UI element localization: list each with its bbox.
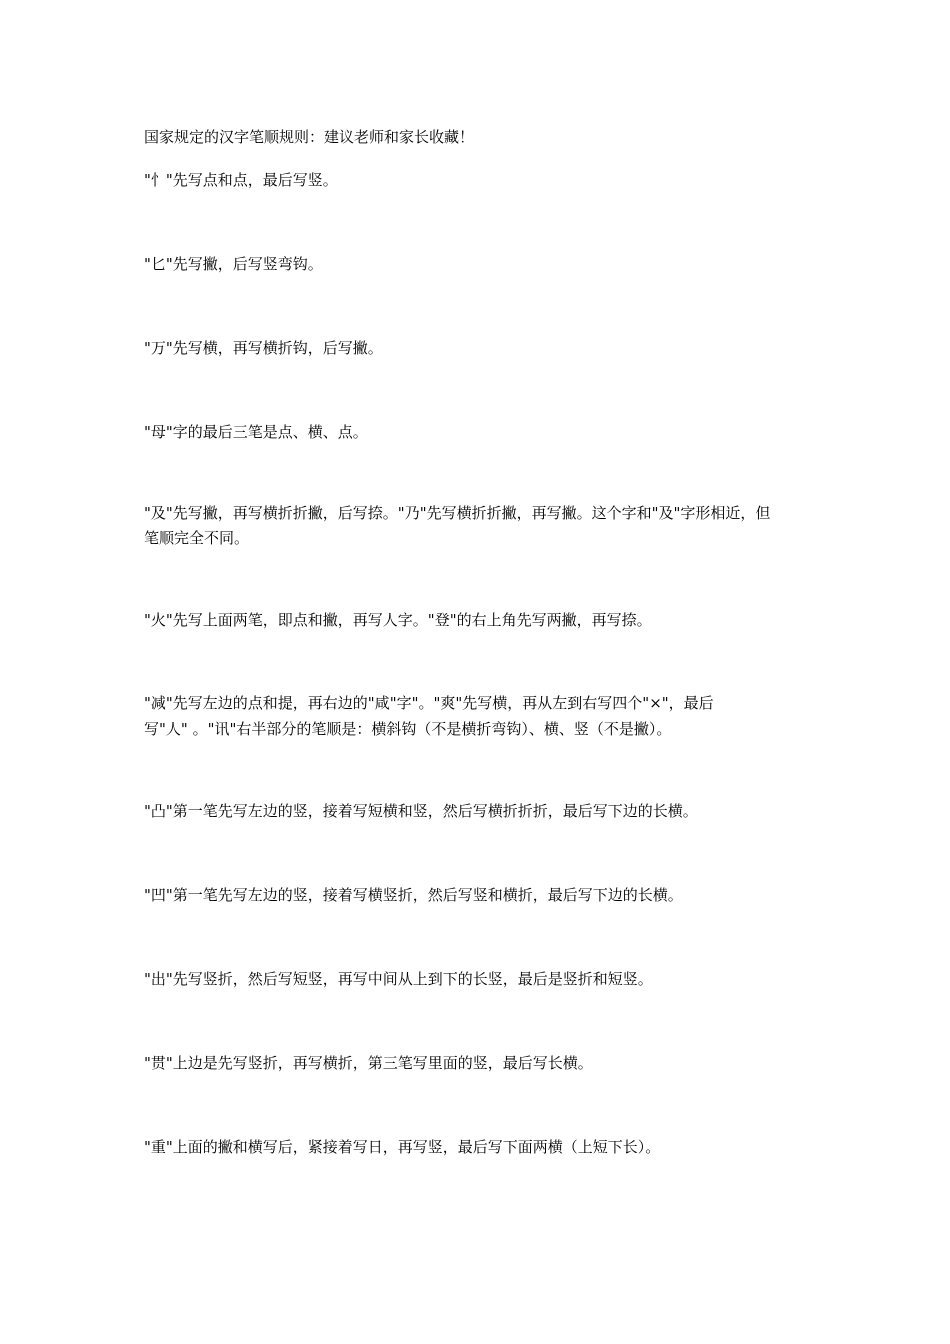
paragraph-guan: "贯"上边是先写竖折，再写横折，第三笔写里面的竖，最后写长横。 bbox=[144, 1054, 593, 1072]
paragraph-bi: "匕"先写撇，后写竖弯钩。 bbox=[144, 255, 323, 273]
paragraph-ji-nai-line2: 笔顺完全不同。 bbox=[144, 529, 250, 547]
paragraph-jian-shuang-line1: "减"先写左边的点和提，再右边的"咸"字"。"爽"先写横，再从左到右写四个"×"，最后 bbox=[144, 694, 714, 712]
paragraph-ao: "凹"第一笔先写左边的竖，接着写横竖折，然后写竖和横折，最后写下边的长横。 bbox=[144, 886, 683, 904]
paragraph-huo-deng: "火"先写上面两笔，即点和撇，再写人字。"登"的右上角先写两撇，再写捺。 bbox=[144, 611, 652, 629]
paragraph-ji-nai-line1: "及"先写撇，再写横折折撇，后写捺。"乃"先写横折折撇，再写撇。这个字和"及"字形相近，但 bbox=[144, 504, 771, 522]
paragraph-mu: "母"字的最后三笔是点、横、点。 bbox=[144, 423, 368, 441]
paragraph-chu: "出"先写竖折，然后写短竖，再写中间从上到下的长竖，最后是竖折和短竖。 bbox=[144, 970, 653, 988]
paragraph-wan: "万"先写横，再写横折钩，后写撇。 bbox=[144, 339, 383, 357]
paragraph-tu: "凸"第一笔先写左边的竖，接着写短横和竖，然后写横折折折，最后写下边的长横。 bbox=[144, 802, 698, 820]
paragraph-xin-radical: "忄"先写点和点，最后写竖。 bbox=[144, 171, 338, 189]
paragraph-zhong: "重"上面的撇和横写后，紧接着写日，再写竖，最后写下面两横（上短下长）。 bbox=[144, 1138, 661, 1156]
document-title: 国家规定的汉字笔顺规则：建议老师和家长收藏！ bbox=[144, 128, 475, 146]
paragraph-jian-shuang-line2: 写"人" 。"讯"右半部分的笔顺是：横斜钩（不是横折弯钩）、横、竖（不是撇）。 bbox=[144, 720, 672, 738]
